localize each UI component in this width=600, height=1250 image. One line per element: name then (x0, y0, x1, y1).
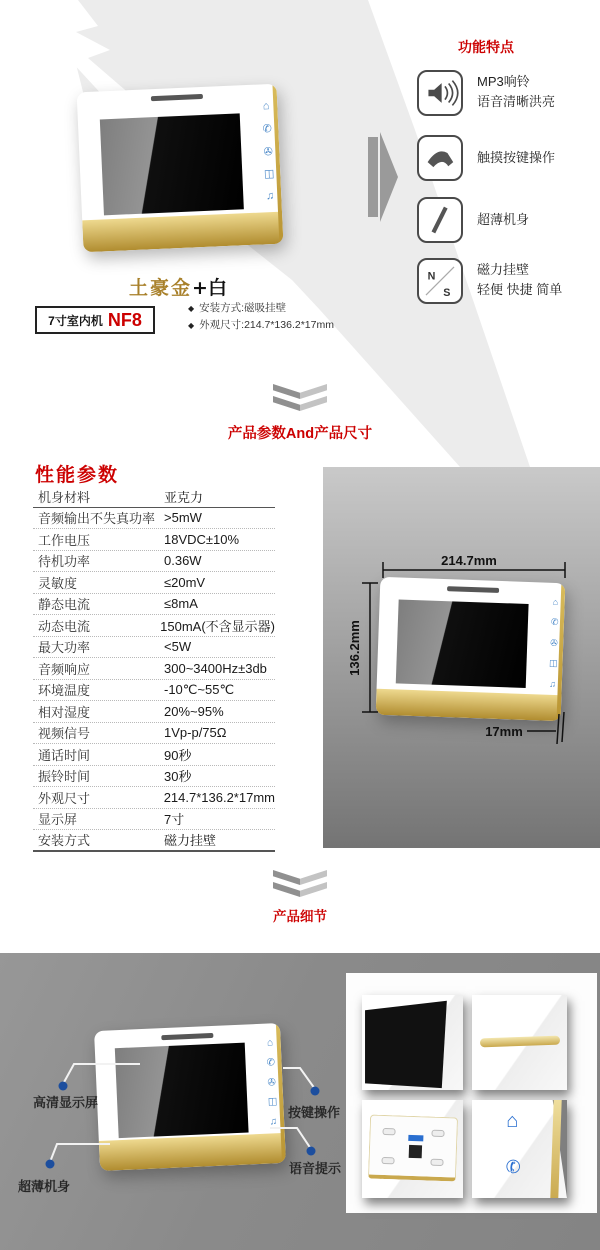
connector-blue (408, 1134, 423, 1141)
callout-line (63, 1064, 140, 1084)
feature-mp3-ring (417, 70, 555, 116)
speaker-horn-icon (417, 70, 463, 116)
feature-line: MP3响铃 (477, 74, 530, 89)
callout-line (50, 1144, 110, 1162)
device-body (77, 84, 284, 253)
feature-touch-keys (417, 135, 555, 181)
monitor-icon: ◫ (267, 1096, 278, 1108)
monitor-icon: ◫ (263, 168, 275, 181)
spec-value: 90秒 (164, 747, 192, 763)
spec-value: ≤20mV (164, 574, 206, 590)
spec-label: 相对湿度 (38, 704, 91, 720)
model-size-label: 7寸室内机 (48, 313, 103, 328)
spec-row (33, 744, 275, 766)
callout-line (270, 1128, 311, 1149)
home-icon: ⌂ (266, 1037, 274, 1049)
feature-line: 触摸按键操作 (477, 150, 556, 165)
spec-value: 7寸 (164, 812, 185, 828)
ns-magnet-icon (421, 262, 459, 300)
spec-row (33, 809, 275, 831)
spec-value: 1Vp-p/75Ω (164, 725, 227, 741)
phone-icon: ✆ (262, 122, 273, 136)
callout-voice-prompt: 语音提示 (289, 1161, 342, 1176)
spec-value: 18VDC±10% (164, 531, 240, 547)
feature-text (477, 197, 529, 243)
spec-label: 机身材料 (38, 489, 91, 505)
title-white-part: +白 (192, 277, 227, 299)
spec-label: 视频信号 (38, 726, 91, 742)
phone-icon: ✆ (266, 1057, 276, 1069)
spec-row (33, 766, 275, 788)
speaker-horn-icon (421, 74, 459, 112)
spec-row (33, 830, 275, 852)
section-title-details: 产品细节 (273, 909, 327, 924)
spec-row (33, 529, 275, 551)
screen-closeup (362, 995, 463, 1090)
depth-dim-label: 17mm (485, 724, 523, 739)
spec-row (33, 572, 275, 594)
device-screen (100, 113, 244, 215)
spec-value: 30秒 (164, 769, 192, 785)
arrow-bar-decoration (368, 137, 378, 217)
unlock-icon: ✇ (267, 1076, 277, 1089)
spec-row (33, 486, 275, 508)
spec-label: 显示屏 (38, 812, 78, 828)
diamond-bullet-icon: ◆ (188, 304, 195, 313)
touch-hand-icon (421, 139, 459, 177)
dim-tick (562, 712, 564, 742)
spec-value: 0.36W (164, 553, 202, 569)
spec-row (33, 723, 275, 745)
bullet-size-text: 外观尺寸:214.7*136.2*17mm (199, 319, 334, 331)
spec-label: 待机功率 (38, 554, 91, 570)
home-icon: ⌂ (552, 596, 559, 608)
touch-hand-icon (417, 135, 463, 181)
spec-label: 音频输出不失真功率 (38, 511, 156, 527)
ns-magnet-icon (417, 258, 463, 304)
detail-photo-touch-buttons (472, 1100, 567, 1198)
phone-icon: ✆ (503, 1155, 524, 1179)
phone-icon: ✆ (550, 616, 559, 627)
diamond-bullet-icon: ◆ (188, 321, 195, 330)
features-title: 功能特点 (458, 39, 514, 55)
spec-value: <5W (164, 639, 192, 655)
spec-label: 通话时间 (38, 747, 91, 763)
unlock-icon: ✇ (263, 145, 274, 158)
dimension-lines (323, 467, 600, 848)
spec-row (33, 658, 275, 680)
back-mounting-plate (368, 1114, 458, 1181)
hero-bullet-list (188, 300, 334, 334)
spec-value: ≤8mA (164, 596, 198, 612)
spec-value: >5mW (164, 510, 202, 526)
double-chevron-down-icon (273, 384, 327, 399)
double-chevron-down-icon (273, 870, 327, 885)
spec-label: 工作电压 (38, 532, 91, 548)
mount-slot (383, 1127, 396, 1134)
arrow-right-icon (380, 132, 398, 222)
product-color-title (78, 273, 278, 300)
callout-dot (46, 1160, 55, 1169)
speaker-icon: ♫ (265, 189, 275, 203)
letter-s: S (443, 286, 451, 299)
home-icon: ⌂ (506, 1109, 519, 1132)
detail-photo-screen (362, 995, 463, 1090)
spec-row (33, 615, 275, 637)
unlock-icon: ✇ (550, 637, 558, 648)
bullet-size (188, 317, 334, 334)
callout-dot (311, 1087, 320, 1096)
spec-row (33, 680, 275, 702)
product-photo-main (77, 84, 284, 253)
spec-value: -10℃~55℃ (164, 681, 235, 697)
model-badge (35, 306, 155, 334)
speaker-icon: ♫ (549, 678, 557, 690)
spec-value: 磁力挂壁 (164, 833, 217, 849)
detail-photo-back-panel (362, 1100, 463, 1198)
feature-text (477, 258, 562, 304)
title-gold-part: 土豪金 (129, 277, 193, 299)
callout-hd-screen: 高清显示屏 (33, 1095, 99, 1110)
feature-line: 磁力挂壁 (477, 262, 530, 277)
spec-value: 214.7*136.2*17mm (163, 789, 275, 805)
spec-row (33, 594, 275, 616)
spec-row (33, 787, 275, 809)
bullet-install-text: 安装方式:磁吸挂壁 (199, 302, 287, 314)
width-dim-label: 214.7mm (441, 553, 497, 568)
callout-line (283, 1068, 315, 1089)
feature-text (477, 70, 555, 116)
spec-label: 最大功率 (38, 640, 91, 656)
home-icon: ⌂ (262, 100, 270, 113)
brand-logo (151, 94, 203, 101)
spec-label: 动态电流 (38, 618, 91, 634)
spec-value: 亚克力 (164, 489, 204, 505)
feature-magnet-mount (417, 258, 562, 304)
callout-key-operation: 按键操作 (288, 1105, 341, 1120)
spec-value: 300~3400Hz±3db (164, 660, 267, 676)
connector-port (408, 1145, 421, 1158)
specs-table (33, 486, 275, 852)
slim-slash-icon (417, 197, 463, 243)
spec-label: 环境温度 (38, 683, 91, 699)
height-dim-label: 136.2mm (347, 620, 362, 676)
mount-slot (430, 1159, 443, 1166)
spec-label: 安装方式 (38, 833, 91, 849)
mount-slot (431, 1129, 444, 1136)
section-title-params: 产品参数And产品尺寸 (227, 426, 373, 442)
model-code: NF8 (107, 309, 142, 330)
specs-table-title: 性能参数 (35, 465, 120, 486)
gold-edge-closeup (479, 1035, 559, 1047)
feature-line: 轻便 快捷 简单 (477, 282, 563, 297)
spec-label: 灵敏度 (38, 575, 78, 591)
spec-label: 静态电流 (38, 597, 91, 613)
detail-photo-gold-edge (472, 995, 567, 1090)
callout-dot (307, 1147, 316, 1156)
spec-row (33, 637, 275, 659)
feature-line: 语音清晰洪亮 (477, 94, 556, 109)
letter-n: N (427, 270, 436, 283)
feature-slim-body (417, 197, 529, 243)
feature-text (477, 135, 555, 181)
spec-label: 音频响应 (38, 661, 91, 677)
spec-value: 20%~95% (164, 703, 224, 719)
callout-dot (59, 1082, 68, 1091)
feature-line: 超薄机身 (477, 212, 530, 227)
spec-value: 150mA(不含显示器) (160, 618, 275, 634)
speaker-icon: ♫ (269, 1116, 278, 1128)
spec-label: 外观尺寸 (38, 790, 91, 806)
spec-row (33, 551, 275, 573)
slim-slash-icon (421, 201, 459, 239)
spec-label: 振铃时间 (38, 769, 91, 785)
dim-tick (557, 714, 559, 744)
mount-slot (381, 1157, 394, 1164)
callout-slim-body: 超薄机身 (18, 1179, 71, 1194)
bullet-install (188, 300, 334, 317)
monitor-icon: ◫ (548, 658, 558, 669)
spec-row (33, 701, 275, 723)
spec-row (33, 508, 275, 530)
